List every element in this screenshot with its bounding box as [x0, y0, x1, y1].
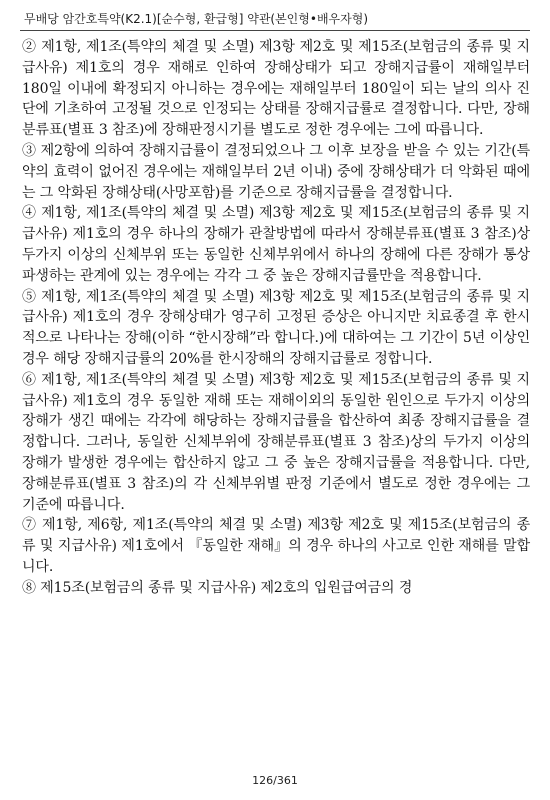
document-body	[22, 37, 530, 599]
paragraph-clause-7: ⑦ 제1항, 제6항, 제1조(특약의 체결 및 소멸) 제3항 제2호 및 제15조(보험금의 종류 및 지급사유) 제1호에서 『동일한 재해』의 경우 하나의 사고로 인한 재해를 말합니다.	[22, 517, 530, 575]
paragraph-clause-8: ⑧ 제15조(보험금의 종류 및 지급사유) 제2호의 입원급여금의 경	[22, 579, 413, 596]
paragraph-clause-5: ⑤ 제1항, 제1조(특약의 체결 및 소멸) 제3항 제2호 및 제15조(보험금의 종류 및 지급사유) 제1호의 경우 장해상태가 영구히 고정된 증상은 아니지만 치료종결 후 한시적으로 나타나는 장해(이하 “한시장해”라 합니다.)에 대하여는 그 기간이 5년 이상인 경우 해당 장해지급률의 20%를 한시장해의 장해지급률로 정합니다.	[22, 288, 530, 367]
paragraph-clause-4: ④ 제1항, 제1조(특약의 체결 및 소멸) 제3항 제2호 및 제15조(보험금의 종류 및 지급사유) 제1호의 경우 하나의 장해가 관찰방법에 따라서 장해분류표(별표 3 참조)상 두가지 이상의 신체부위 또는 동일한 신체부위에서 하나의 장해에 다른 장해가 통상 파생하는 관계에 있는 경우에는 각각 그 중 높은 장해지급률만을 적용합니다.	[22, 205, 530, 284]
paragraph-clause-2: ② 제1항, 제1조(특약의 체결 및 소멸) 제3항 제2호 및 제15조(보험금의 종류 및 지급사유) 제1호의 경우 재해로 인하여 장해상태가 되고 장해지급률이 재해일부터 180일 이내에 확정되지 아니하는 경우에는 재해일부터 180일이 되는 날의 의사 진단에 기초하여 고정될 것으로 인정되는 상태를 장해지급률로 결정합니다. 다만, 장해분류표(별표 3 참조)에 장해판정시기를 별도로 정한 경우에는 그에 따릅니다.	[22, 39, 530, 139]
running-header: 무배당 암간호특약(K2.1)[순수형, 환급형] 약관(본인형•배우자형)	[24, 12, 368, 26]
paragraph-clause-3: ③ 제2항에 의하여 장해지급률이 결정되었으나 그 이후 보장을 받을 수 있는 기간(특약의 효력이 없어진 경우에는 재해일부터 2년 이내) 중에 장해상태가 더 악화된 때에는 그 악화된 장해상태(사망포함)를 기준으로 장해지급률을 결정합니다.	[22, 142, 530, 201]
header-divider	[20, 30, 530, 31]
paragraph-clause-6: ⑥ 제1항, 제1조(특약의 체결 및 소멸) 제3항 제2호 및 제15조(보험금의 종류 및 지급사유) 제1호의 경우 동일한 재해 또는 재해이외의 동일한 원인으로 두가지 이상의 장해가 생긴 때에는 각각에 해당하는 장해지급률을 합산하여 최종 장해지급률을 결정합니다. 그러나, 동일한 신체부위에 장해분류표(별표 3 참조)상의 두가지 이상의 장해가 발생한 경우에는 합산하지 않고 그 중 높은 장해지급률을 적용합니다. 다만, 장해분류표(별표 3 참조)의 각 신체부위별 판정 기준에서 별도로 정한 경우에는 그 기준에 따릅니다.	[22, 371, 530, 513]
page-number: 126/361	[252, 774, 298, 787]
